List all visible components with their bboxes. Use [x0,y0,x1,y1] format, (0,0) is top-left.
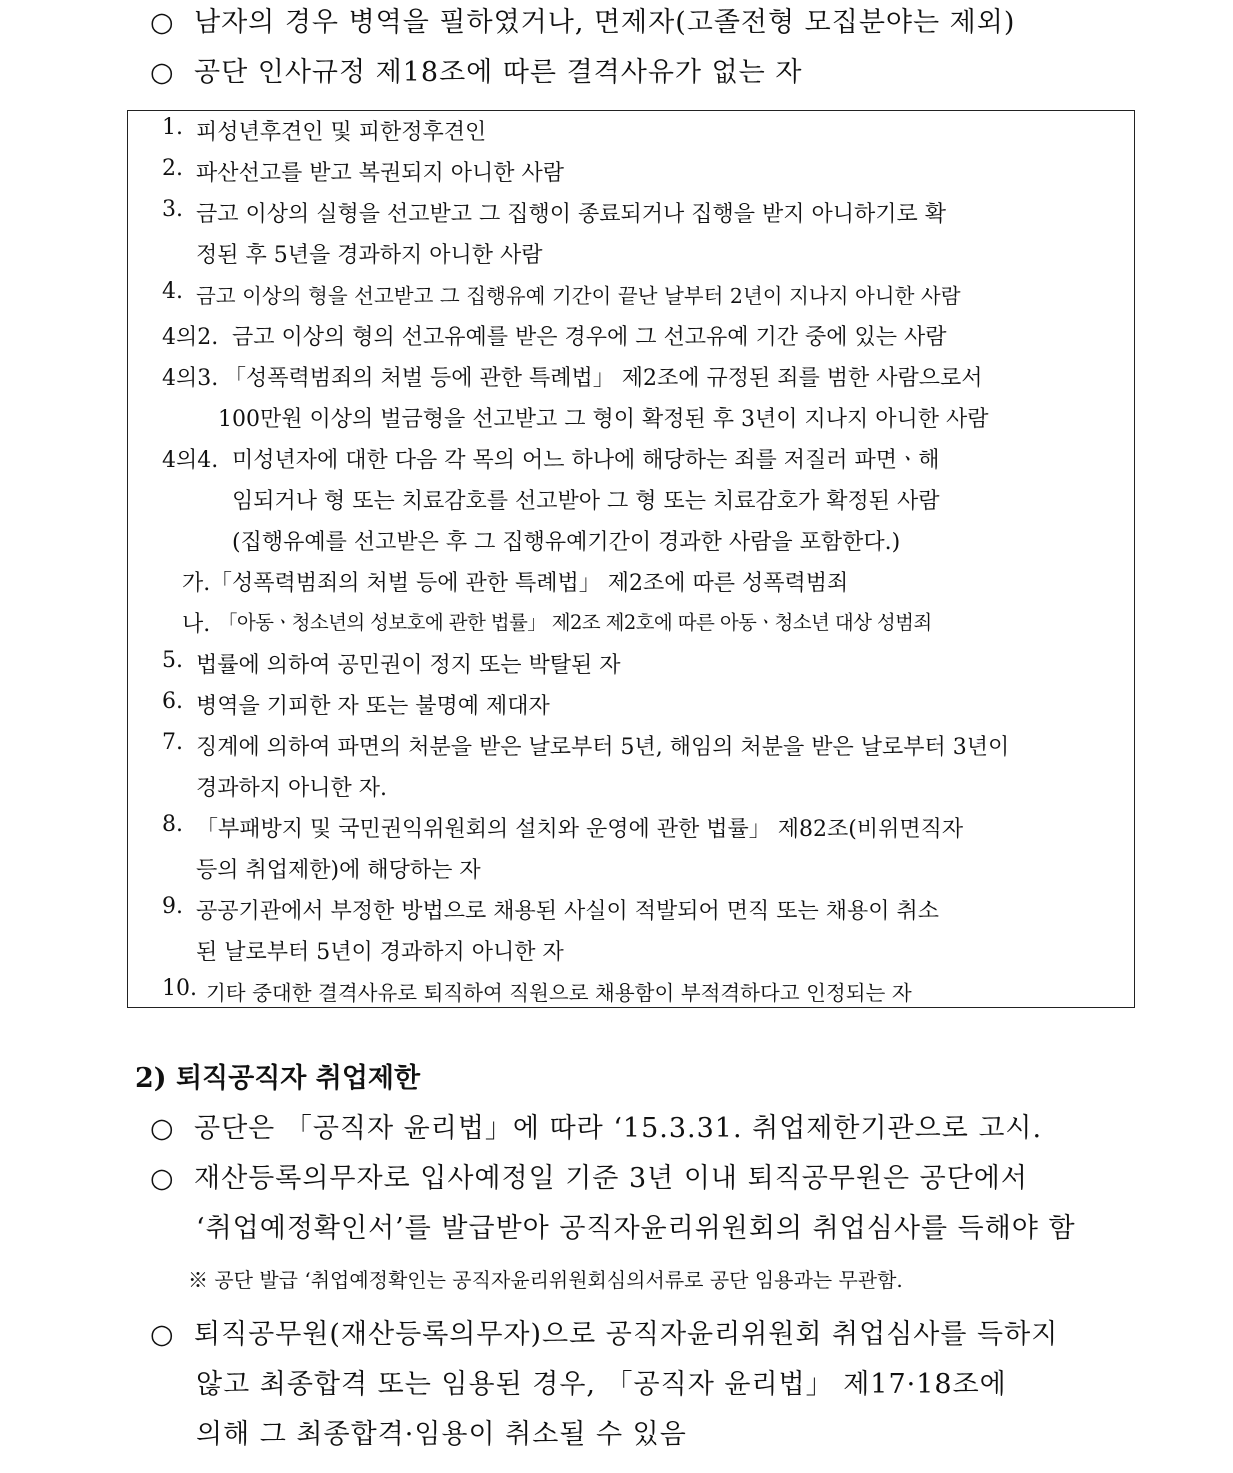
item-number: 4. [162,279,183,304]
item-text: 공공기관에서 부정한 방법으로 채용된 사실이 적발되어 면직 또는 채용이 취소 [196,899,940,924]
requirement-text: 남자의 경우 병역을 필하였거나, 면제자(고졸전형 모집분야는 제외) [194,7,1016,38]
section-bullet [150,1156,1028,1195]
item-text: (집행유예를 선고받은 후 그 집행유예기간이 경과한 사람을 포함한다.) [232,530,901,555]
item-text: 경과하지 아니한 자. [196,776,387,801]
item-number: 4의4. [162,448,219,473]
circle-bullet-icon: ○ [150,57,175,88]
item-text: 「성폭력범죄의 처벌 등에 관한 특례법」 제2조에 규정된 죄를 범한 사람으로서 [224,366,983,391]
item-number: 4의2. [162,325,219,350]
item-text: 미성년자에 대한 다음 각 목의 어느 하나에 해당하는 죄를 저질러 파면ㆍ해 [232,448,940,473]
item-number: 나. [182,612,211,637]
item-number: 7. [162,730,183,755]
bullet-text: 공단은 「공직자 윤리법」에 따라 ‘15.3.31. 취업제한기관으로 고시. [194,1113,1043,1144]
circle-bullet-icon: ○ [150,1163,175,1194]
item-text: 기타 중대한 결격사유로 퇴직하여 직원으로 채용함이 부적격하다고 인정되는 자 [206,981,912,1005]
item-text: 임되거나 형 또는 치료감호를 선고받아 그 형 또는 치료감호가 확정된 사람 [232,489,940,514]
requirement-military [150,0,1015,39]
item-text: 징계에 의하여 파면의 처분을 받은 날로부터 5년, 해임의 처분을 받은 날로부터 3년이 [196,735,1010,760]
section-title: 2) 퇴직공직자 취업제한 [135,1063,421,1094]
bullet-continuation: 않고 최종합격 또는 임용된 경우, 「공직자 윤리법」 제17·18조에 [196,1369,1007,1400]
item-text: 금고 이상의 형의 선고유예를 받은 경우에 그 선고유예 기간 중에 있는 사람 [232,325,947,350]
item-text: 파산선고를 받고 복권되지 아니한 사람 [196,161,565,186]
item-number: 4의3. [162,366,219,391]
disqualification-list-box [127,110,1135,1008]
item-number: 3. [162,197,183,222]
section-bullet [150,1312,1058,1351]
footnote: ※ 공단 발급 ‘취업예정확인는 공직자윤리위원회심의서류로 공단 임용과는 무관함. [188,1268,903,1292]
item-text: 금고 이상의 형을 선고받고 그 집행유예 기간이 끝난 날부터 2년이 지나지 아니한 사람 [196,284,961,308]
item-text: 피성년후견인 및 피한정후견인 [196,120,487,145]
item-text: 등의 취업제한)에 해당하는 자 [196,858,481,883]
item-number: 가. [182,571,211,596]
bullet-text: 재산등록의무자로 입사예정일 기준 3년 이내 퇴직공무원은 공단에서 [194,1163,1028,1194]
requirement-disqualification [150,50,802,89]
item-text: 「부패방지 및 국민권익위원회의 설치와 운영에 관한 법률」 제82조(비위면직자 [196,817,964,842]
circle-bullet-icon: ○ [150,7,175,38]
bullet-continuation: 의해 그 최종합격·임용이 취소될 수 있음 [196,1419,687,1450]
item-number: 2. [162,156,183,181]
section-bullet [150,1106,1042,1145]
item-text: 금고 이상의 실형을 선고받고 그 집행이 종료되거나 집행을 받지 아니하기로 확 [196,202,946,227]
item-number: 6. [162,689,183,714]
item-text: 100만원 이상의 벌금형을 선고받고 그 형이 확정된 후 3년이 지나지 아니한 사람 [218,407,989,432]
bullet-text: 퇴직공무원(재산등록의무자)으로 공직자윤리위원회 취업심사를 득하지 [194,1319,1059,1350]
item-number: 9. [162,894,183,919]
item-text: 「성폭력범죄의 처벌 등에 관한 특례법」 제2조에 따른 성폭력범죄 [210,571,849,596]
item-number: 1. [162,115,183,140]
item-text: 법률에 의하여 공민권이 정지 또는 박탈된 자 [196,653,621,678]
item-number: 5. [162,648,183,673]
item-number: 8. [162,812,183,837]
item-text: 정된 후 5년을 경과하지 아니한 사람 [196,243,543,268]
item-number: 10. [162,976,197,1001]
circle-bullet-icon: ○ [150,1113,175,1144]
item-text: 「아동ㆍ청소년의 성보호에 관한 법률」 제2조 제2호에 따른 아동ㆍ청소년 대상 성범죄 [218,611,932,634]
item-text: 병역을 기피한 자 또는 불명예 제대자 [196,694,550,719]
bullet-continuation: ‘취업예정확인서’를 발급받아 공직자윤리위원회의 취업심사를 득해야 함 [196,1213,1076,1244]
item-text: 된 날로부터 5년이 경과하지 아니한 자 [196,940,564,965]
circle-bullet-icon: ○ [150,1319,175,1350]
requirement-text: 공단 인사규정 제18조에 따른 결격사유가 없는 자 [194,57,803,88]
